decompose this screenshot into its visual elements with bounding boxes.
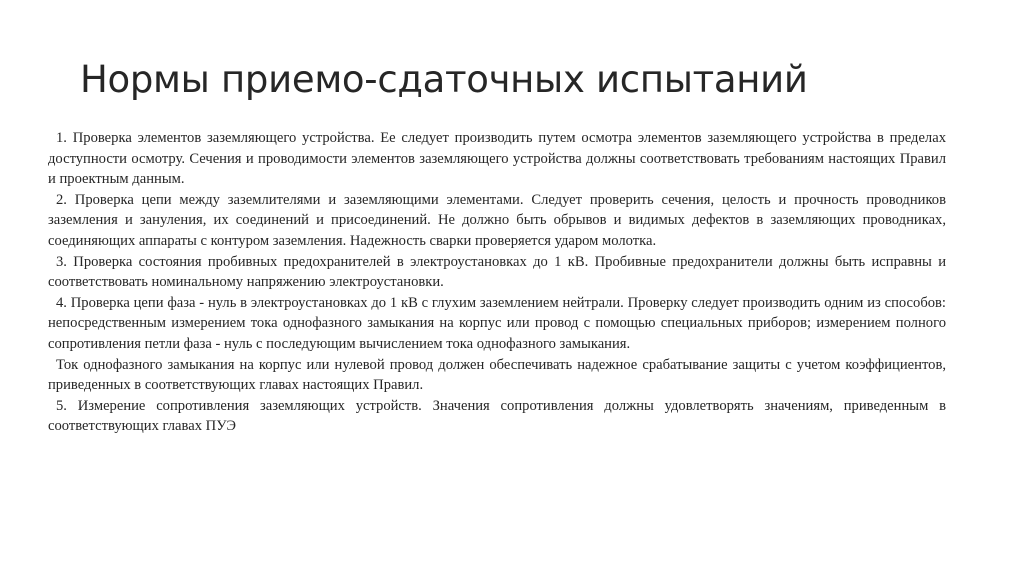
paragraph-4-note: Ток однофазного замыкания на корпус или нулевой провод должен обеспечивать надежное срабатывание защиты с учетом коэффициентов, приведенных в соответствующих главах настоящих Правил.	[48, 356, 946, 394]
paragraph-2: 2. Проверка цепи между заземлителями и заземляющими элементами. Следует проверить сечения, целость и прочность проводников заземления и зануления, их соединений и присоединений. Не должно быть обрывов и видимых дефектов в заземляющих проводниках, соединяющих аппараты с контуром заземления. Надежность сварки проверяется ударом молотка.	[48, 191, 946, 249]
paragraph-4: 4. Проверка цепи фаза - нуль в электроустановках до 1 кВ с глухим заземлением нейтрали. Проверку следует производить одним из способов: непосредственным измерением тока однофазного замыкания на корпус или провод с помощью специальных приборов; измерением полного сопротивления петли фаза - нуль с последующим вычислением тока однофазного замыкания.	[48, 294, 946, 352]
slide-title: Нормы приемо-сдаточных испытаний	[80, 58, 808, 101]
paragraph-3: 3. Проверка состояния пробивных предохранителей в электроустановках до 1 кВ. Пробивные предохранители должны быть исправны и соответствовать номинальному напряжению электроустановки.	[48, 253, 946, 291]
paragraph-5: 5. Измерение сопротивления заземляющих устройств. Значения сопротивления должны удовлетворять значениям, приведенным в соответствующих главах ПУЭ	[48, 397, 946, 435]
slide-body	[48, 128, 946, 437]
paragraph-1: 1. Проверка элементов заземляющего устройства. Ее следует производить путем осмотра элементов заземляющего устройства в пределах доступности осмотру. Сечения и проводимости элементов заземляющего устройства должны соответствовать требованиям настоящих Правил и проектным данным.	[48, 130, 946, 188]
